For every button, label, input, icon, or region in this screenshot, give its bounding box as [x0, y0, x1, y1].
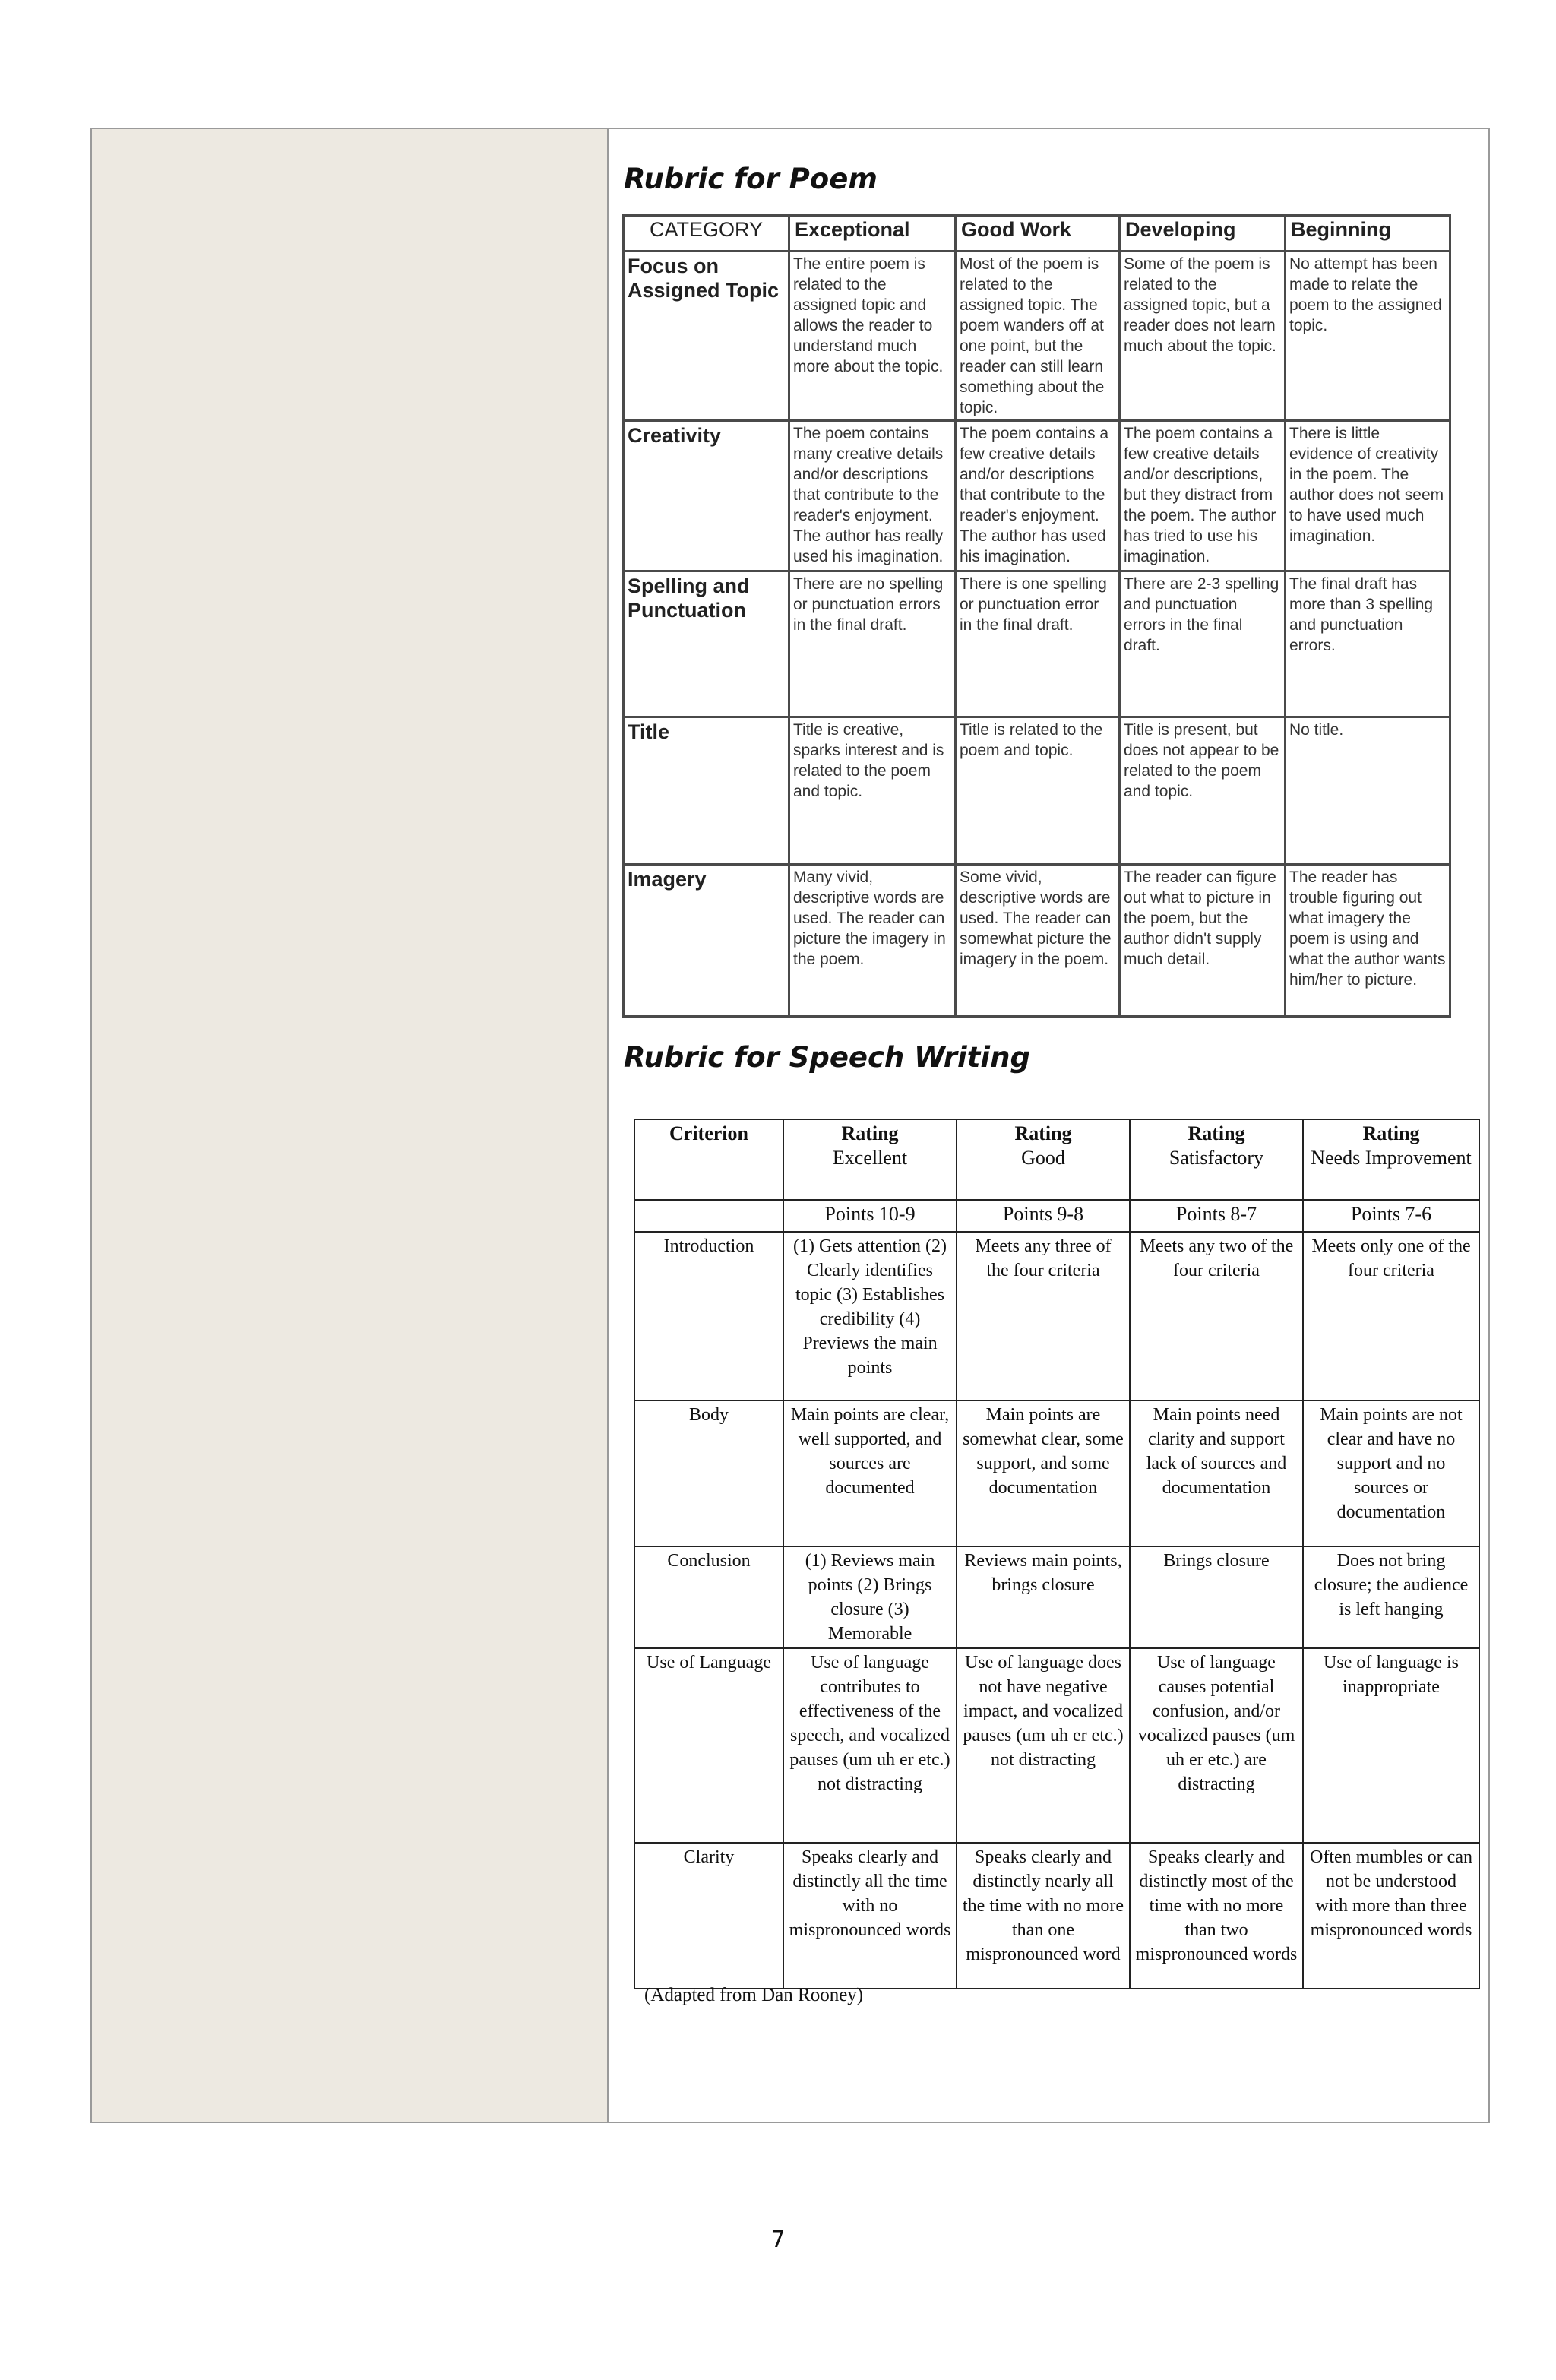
points-cell: Points 9-8 — [957, 1200, 1130, 1232]
level-label: Satisfactory — [1169, 1147, 1264, 1169]
poem-criterion: Spelling and Punctuation — [624, 571, 789, 717]
poem-cell: The poem contains many creative details and/or descriptions that contribute to the reader's enjoyment. The author has really used his imagination. — [789, 421, 956, 571]
points-cell: Points 8-7 — [1130, 1200, 1303, 1232]
speech-row-introduction — [634, 1232, 1479, 1400]
speech-cell: (1) Reviews main points (2) Brings closure (3) Memorable — [783, 1546, 957, 1648]
speech-points-row — [634, 1200, 1479, 1232]
rating-label: Rating — [841, 1122, 899, 1144]
poem-header-good-work: Good Work — [956, 216, 1120, 252]
rating-label: Rating — [1188, 1122, 1245, 1144]
speech-header-good — [957, 1119, 1130, 1200]
poem-cell: Some vivid, descriptive words are used. The reader can somewhat picture the imagery in the poem. — [956, 865, 1120, 1017]
source-note: (Adapted from Dan Rooney) — [644, 1985, 864, 2005]
speech-cell: Main points are somewhat clear, some support, and some documentation — [957, 1400, 1130, 1546]
poem-cell: Some of the poem is related to the assigned topic, but a reader does not learn much about the topic. — [1120, 252, 1286, 421]
speech-cell: (1) Gets attention (2) Clearly identifies topic (3) Establishes credibility (4) Previews the main points — [783, 1232, 957, 1400]
speech-cell: Speaks clearly and distinctly all the time with no mispronounced words — [783, 1843, 957, 1989]
poem-cell: There is little evidence of creativity in the poem. The author does not seem to have used much imagination. — [1286, 421, 1450, 571]
speech-criterion: Introduction — [634, 1232, 783, 1400]
points-cell: Points 10-9 — [783, 1200, 957, 1232]
poem-row-title — [624, 717, 1450, 865]
speech-header-excellent — [783, 1119, 957, 1200]
speech-cell: Main points are clear, well supported, and sources are documented — [783, 1400, 957, 1546]
speech-criterion: Clarity — [634, 1843, 783, 1989]
speech-cell: Speaks clearly and distinctly nearly all the time with no more than one mispronounced word — [957, 1843, 1130, 1989]
page-number: 7 — [770, 2227, 786, 2253]
rating-label: Rating — [1014, 1122, 1072, 1144]
speech-cell: Speaks clearly and distinctly most of the time with no more than two mispronounced words — [1130, 1843, 1303, 1989]
poem-criterion: Creativity — [624, 421, 789, 571]
poem-cell: The poem contains a few creative details and/or descriptions, but they distract from the poem. The author has tried to use his imagination. — [1120, 421, 1286, 571]
poem-cell: There are no spelling or punctuation errors in the final draft. — [789, 571, 956, 717]
poem-header-beginning: Beginning — [1286, 216, 1450, 252]
speech-criterion: Body — [634, 1400, 783, 1546]
poem-row-creativity — [624, 421, 1450, 571]
level-label: Excellent — [832, 1147, 908, 1169]
poem-rubric-table — [622, 214, 1451, 1018]
poem-row-focus — [624, 252, 1450, 421]
poem-row-spelling — [624, 571, 1450, 717]
poem-cell: The poem contains a few creative details and/or descriptions that contribute to the reader's enjoyment. The author has used his imagination. — [956, 421, 1120, 571]
poem-rubric-title: Rubric for Poem — [624, 163, 878, 195]
speech-rubric-table — [634, 1119, 1480, 1989]
poem-cell: Title is related to the poem and topic. — [956, 717, 1120, 865]
speech-cell: Brings closure — [1130, 1546, 1303, 1648]
poem-row-imagery — [624, 865, 1450, 1017]
speech-cell: Main points are not clear and have no support and no sources or documentation — [1303, 1400, 1479, 1546]
speech-row-body — [634, 1400, 1479, 1546]
speech-row-clarity — [634, 1843, 1479, 1989]
speech-cell: Reviews main points, brings closure — [957, 1546, 1130, 1648]
speech-cell: Use of language causes potential confusion, and/or vocalized pauses (um uh er etc.) are distracting — [1130, 1648, 1303, 1843]
poem-cell: The entire poem is related to the assigned topic and allows the reader to understand much more about the topic. — [789, 252, 956, 421]
speech-cell: Use of language contributes to effectiveness of the speech, and vocalized pauses (um uh er etc.) not distracting — [783, 1648, 957, 1843]
poem-header-row — [624, 216, 1450, 252]
poem-cell: There are 2-3 spelling and punctuation errors in the final draft. — [1120, 571, 1286, 717]
poem-criterion: Focus on Assigned Topic — [624, 252, 789, 421]
speech-cell: Does not bring closure; the audience is left hanging — [1303, 1546, 1479, 1648]
rating-label: Rating — [1362, 1122, 1420, 1144]
poem-cell: Most of the poem is related to the assigned topic. The poem wanders off at one point, but the reader can still learn something about the topic. — [956, 252, 1120, 421]
poem-cell: Many vivid, descriptive words are used. The reader can picture the imagery in the poem. — [789, 865, 956, 1017]
speech-cell: Often mumbles or can not be understood with more than three mispronounced words — [1303, 1843, 1479, 1989]
speech-criterion: Conclusion — [634, 1546, 783, 1648]
speech-row-use-of-language — [634, 1648, 1479, 1843]
speech-cell: Meets any two of the four criteria — [1130, 1232, 1303, 1400]
speech-header-needs-improvement — [1303, 1119, 1479, 1200]
poem-cell: The final draft has more than 3 spelling and punctuation errors. — [1286, 571, 1450, 717]
poem-header-category: CATEGORY — [624, 216, 789, 252]
speech-cell: Meets only one of the four criteria — [1303, 1232, 1479, 1400]
speech-cell: Use of language does not have negative impact, and vocalized pauses (um uh er etc.) not distracting — [957, 1648, 1130, 1843]
poem-cell: The reader can figure out what to picture in the poem, but the author didn't supply much detail. — [1120, 865, 1286, 1017]
poem-cell: The reader has trouble figuring out what imagery the poem is using and what the author wants him/her to picture. — [1286, 865, 1450, 1017]
poem-header-exceptional: Exceptional — [789, 216, 956, 252]
points-cell: Points 7-6 — [1303, 1200, 1479, 1232]
points-empty-cell — [634, 1200, 783, 1232]
speech-header-row — [634, 1119, 1479, 1200]
poem-cell: There is one spelling or punctuation error in the final draft. — [956, 571, 1120, 717]
poem-header-developing: Developing — [1120, 216, 1286, 252]
speech-header-satisfactory — [1130, 1119, 1303, 1200]
speech-criterion: Use of Language — [634, 1648, 783, 1843]
speech-rubric-title: Rubric for Speech Writing — [624, 1041, 1030, 1074]
speech-header-criterion: Criterion — [634, 1119, 783, 1200]
poem-cell: No attempt has been made to relate the poem to the assigned topic. — [1286, 252, 1450, 421]
poem-cell: No title. — [1286, 717, 1450, 865]
page-frame — [90, 128, 1490, 2123]
left-margin-panel — [92, 129, 609, 2122]
speech-cell: Use of language is inappropriate — [1303, 1648, 1479, 1843]
level-label: Needs Improvement — [1311, 1147, 1472, 1169]
speech-cell: Meets any three of the four criteria — [957, 1232, 1130, 1400]
content-area — [609, 129, 1488, 2122]
poem-cell: Title is creative, sparks interest and is related to the poem and topic. — [789, 717, 956, 865]
speech-cell: Main points need clarity and support lack of sources and documentation — [1130, 1400, 1303, 1546]
poem-criterion: Imagery — [624, 865, 789, 1017]
poem-criterion: Title — [624, 717, 789, 865]
level-label: Good — [1021, 1147, 1065, 1169]
speech-row-conclusion — [634, 1546, 1479, 1648]
poem-cell: Title is present, but does not appear to be related to the poem and topic. — [1120, 717, 1286, 865]
